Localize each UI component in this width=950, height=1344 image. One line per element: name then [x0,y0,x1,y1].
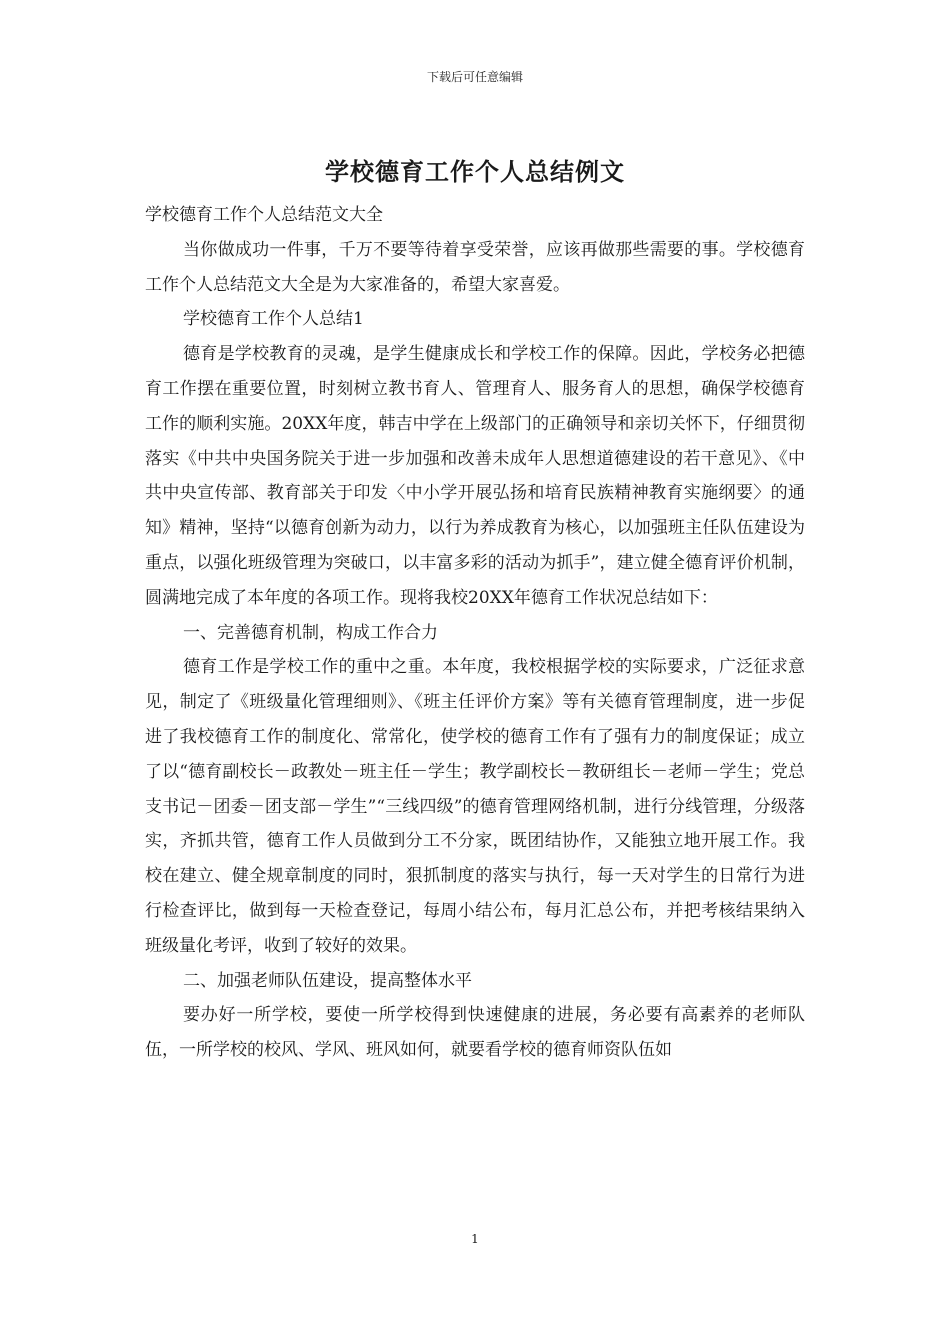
paragraph-section-2: 要办好一所学校，要使一所学校得到快速健康的进展，务必要有高素养的老师队伍，一所学校的校风、学风、班风如何，就要看学校的德育师资队伍如 [145,1005,805,1061]
paragraph-intro: 当你做成功一件事，千万不要等待着享受荣誉，应该再做那些需要的事。学校德育工作个人总结范文大全是为大家准备的，希望大家喜爱。 [145,239,805,295]
section-heading-1: 一、完善德育机制，构成工作合力 [183,622,438,643]
document-body [145,198,805,1068]
document-subtitle: 学校德育工作个人总结范文大全 [145,205,383,225]
paragraph-overview: 德育是学校教育的灵魂，是学生健康成长和学校工作的保障。因此，学校务必把德育工作摆在重要位置，时刻树立教书育人、管理育人、服务育人的思想，确保学校德育工作的顺利实施。20XX年度，韩吉中学在上级部门的正确领导和亲切关怀下，仔细贯彻落实《中共中央国务院关于进一步加强和改善未成年人思想道德建设的若干意见》、《中共中央宣传部、教育部关于印发〈中小学开展弘扬和培育民族精神教育实施纲要〉的通知》精神，坚持“以德育创新为动力，以行为养成教育为核心，以加强班主任队伍建设为重点，以强化班级管理为突破口，以丰富多彩的活动为抓手”，建立健全德育评价机制，圆满地完成了本年度的各项工作。现将我校20XX年德育工作状况总结如下： [145,344,805,608]
document-title: 学校德育工作个人总结例文 [325,157,625,186]
section-heading-2: 二、加强老师队伍建设，提高整体水平 [183,970,472,991]
paragraph-section-1: 德育工作是学校工作的重中之重。本年度，我校根据学校的实际要求，广泛征求意见，制定了《班级量化管理细则》、《班主任评价方案》等有关德育管理制度，进一步促进了我校德育工作的制度化、常常化，使学校的德育工作有了强有力的制度保证；成立了以“德育副校长－政教处－班主任－学生；教学副校长－教研组长－老师－学生；党总支书记－团委－团支部－学生”“三线四级”的德育管理网络机制，进行分线管理，分级落实，齐抓共管，德育工作人员做到分工不分家，既团结协作，又能独立地开展工作。我校在建立、健全规章制度的同时，狠抓制度的落实与执行，每一天对学生的日常行为进行检查评比，做到每一天检查登记，每周小结公布，每月汇总公布，并把考核结果纳入班级量化考评，收到了较好的效果。 [145,657,805,956]
page-number: 1 [471,1232,479,1246]
section-heading-summary-1: 学校德育工作个人总结1 [183,309,364,330]
header-note: 下载后可任意编辑 [426,70,523,84]
